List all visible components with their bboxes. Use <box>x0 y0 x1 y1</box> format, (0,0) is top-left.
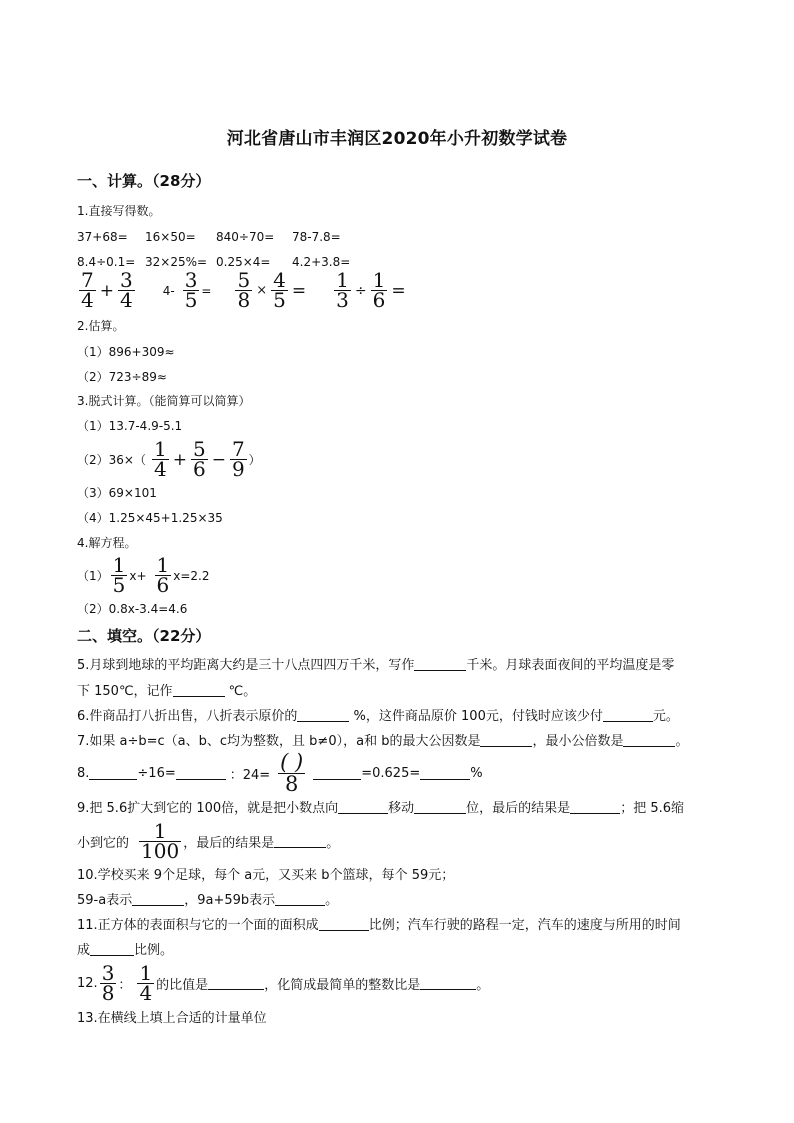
answer-blank[interactable] <box>208 977 264 990</box>
answer-blank[interactable] <box>623 734 675 747</box>
q1-row1-item: 840÷70= <box>216 230 275 244</box>
q1-row2-item: 32×25%= <box>145 255 208 269</box>
section-2-heading: 二、填空。（22分） <box>77 627 211 645</box>
answer-blank[interactable] <box>132 893 184 906</box>
fraction: $\frac{1}{4}$ <box>153 437 167 481</box>
q4-item: （2）0.8x-3.4=4.6 <box>77 602 188 616</box>
q1-row2-item: 4.2+3.8= <box>292 255 351 269</box>
q13-label: 13.在横线上填上合适的计量单位 <box>77 1011 267 1026</box>
q5-line-1: 5.月球到地球的平均距离大约是三十八点四四万千米，写作 千米。月球表面夜间的平均温度是零 <box>77 658 675 673</box>
answer-blank[interactable] <box>480 734 532 747</box>
q1-row2-item: 0.25×4= <box>216 255 271 269</box>
q1-row2-item: 8.4÷0.1= <box>77 255 136 269</box>
q3-item: （3）69×101 <box>77 486 157 500</box>
q1-row1-item: 78-7.8= <box>292 230 341 244</box>
fraction: $\frac{1}{5}$ <box>112 553 126 597</box>
q2-item: （1）896+309≈ <box>77 345 175 359</box>
answer-blank[interactable] <box>319 918 369 931</box>
answer-blank[interactable] <box>420 977 476 990</box>
fraction: $\frac{3}{5}$ <box>184 268 198 312</box>
answer-blank[interactable] <box>90 943 134 956</box>
q1-row1-item: 37+68= <box>77 230 128 244</box>
answer-blank[interactable] <box>176 767 226 780</box>
answer-blank[interactable] <box>297 709 349 722</box>
fraction: $\frac{7}{9}$ <box>231 437 245 481</box>
q10-line-1: 10.学校买来 9个足球，每个 a元，又买来 b个篮球，每个 59元； <box>77 868 455 883</box>
answer-blank[interactable] <box>313 767 361 780</box>
q3-label: 3.脱式计算。（能简算可以简算） <box>77 394 251 408</box>
page-title: 河北省唐山市丰润区2020年小升初数学试卷 <box>226 129 568 149</box>
answer-blank[interactable] <box>275 893 325 906</box>
answer-blank[interactable] <box>274 835 326 848</box>
fraction: $\frac{( )}{8}$ <box>280 750 304 796</box>
q1-fraction-row: $\frac{7}{4}$ + $\frac{3}{4}$ 4- $\frac{3}{5}$ = $\frac{5}{8}$ × $\frac{4}{5}$ = $\frac{1}{3}$ ÷ $\frac{1}{6}$ = <box>81 268 406 312</box>
q9-line-1: 9.把 5.6扩大到它的 100倍，就是把小数点向 移动 位，最后的结果是 ；把 5.6缩 <box>77 801 684 816</box>
fraction: $\frac{4}{5}$ <box>273 268 286 312</box>
q9-line-2: 小到它的 $\frac{1}{100}$ ，最后的结果是 。 <box>77 819 340 863</box>
fraction: $\frac{1}{100}$ <box>141 819 180 863</box>
answer-blank[interactable] <box>603 709 653 722</box>
q12: 12. $\frac{3}{8}$ ： $\frac{1}{4}$ 的比值是 ，化简成最简单的整数比是 。 <box>77 961 490 1005</box>
answer-blank[interactable] <box>570 801 620 814</box>
section-1-heading: 一、计算。（28分） <box>77 172 211 190</box>
answer-blank[interactable] <box>338 801 388 814</box>
fraction: $\frac{1}{6}$ <box>372 268 386 312</box>
text: 4- <box>162 283 175 298</box>
fraction: $\frac{1}{4}$ <box>139 961 153 1005</box>
fraction: $\frac{7}{4}$ <box>81 268 94 312</box>
answer-blank[interactable] <box>173 684 225 697</box>
fraction: $\frac{1}{6}$ <box>156 553 170 597</box>
answer-blank[interactable] <box>89 767 137 780</box>
q6: 6.件商品打八折出售，八折表示原价的 %，这件商品原价 100元，付钱时应该少付 元。 <box>77 709 679 724</box>
q10-line-2: 59-a表示 ，9a+59b表示 。 <box>77 893 339 908</box>
answer-blank[interactable] <box>420 767 470 780</box>
fraction: $\frac{3}{8}$ <box>101 961 115 1005</box>
fraction: $\frac{5}{6}$ <box>192 437 206 481</box>
answer-blank[interactable] <box>414 658 466 671</box>
q2-label: 2.估算。 <box>77 319 125 333</box>
q2-item: （2）723÷89≈ <box>77 370 167 384</box>
fraction: $\frac{3}{4}$ <box>119 268 133 312</box>
q3-item: （4）1.25×45+1.25×35 <box>77 511 223 525</box>
q5-line-2: 下 150℃，记作 ℃。 <box>77 684 257 699</box>
q1-label: 1.直接写得数。 <box>77 204 161 218</box>
q8: 8. ÷16= ：24= $\frac{( )}{8}$ =0.625= % <box>77 750 483 796</box>
q11-line-2: 成 比例。 <box>77 943 174 958</box>
q3-item: （1）13.7-4.9-5.1 <box>77 419 183 433</box>
q4-label: 4.解方程。 <box>77 536 137 550</box>
q7: 7.如果 a÷b=c（a、b、c均为整数，且 b≠0），a和 b的最大公因数是 ，最小公倍数是 。 <box>77 734 689 749</box>
q1-row1-item: 16×50= <box>145 230 196 244</box>
q11-line-1: 11.正方体的表面积与它的一个面的面积成 比例；汽车行驶的路程一定，汽车的速度与所用的时间 <box>77 918 681 933</box>
q3-item-2: （2）36×（ $\frac{1}{4}$ + $\frac{5}{6}$ − $\frac{7}{9}$ ） <box>77 437 261 481</box>
fraction: $\frac{1}{3}$ <box>336 268 349 312</box>
fraction: $\frac{5}{8}$ <box>237 268 251 312</box>
q4-item-1: （1） $\frac{1}{5}$ x+ $\frac{1}{6}$ x=2.2 <box>77 553 210 597</box>
answer-blank[interactable] <box>414 801 466 814</box>
